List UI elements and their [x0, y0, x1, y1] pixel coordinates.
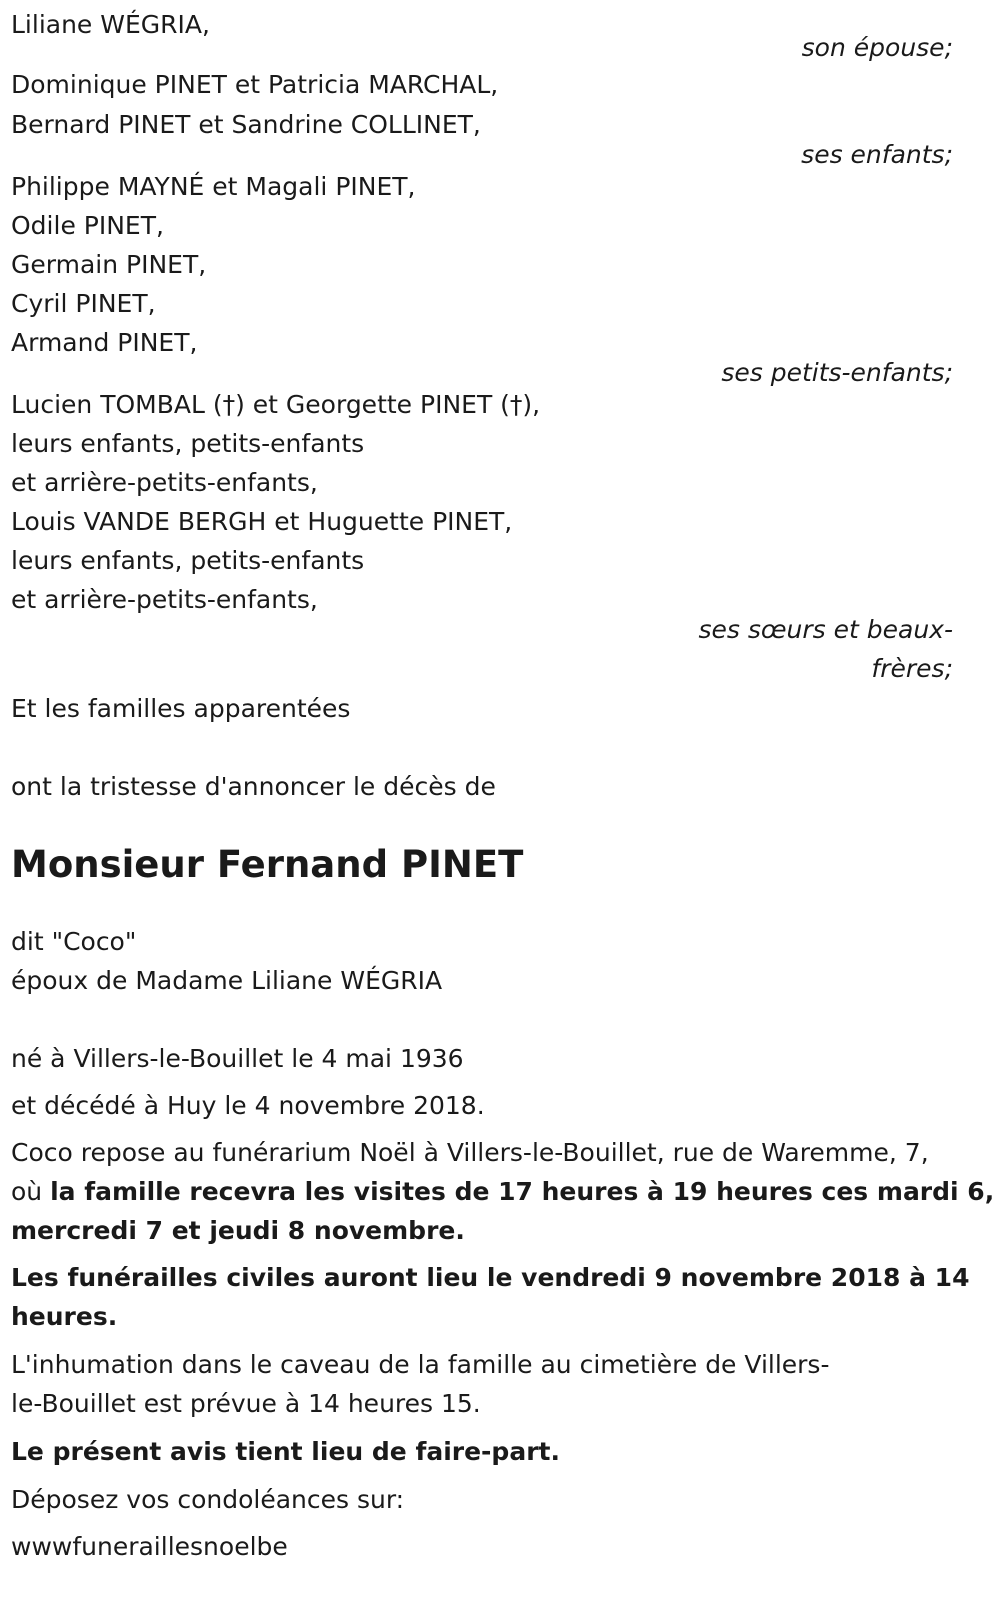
family-name-line: Louis VANDE BERGH et Huguette PINET,	[11, 507, 513, 536]
nickname-line: dit "Coco"	[11, 927, 137, 956]
burial-paragraph	[11, 1345, 997, 1432]
role-label: frères;	[871, 654, 953, 683]
role-label: ses sœurs et beaux-	[698, 615, 953, 644]
funeral-line: Les funérailles civiles auront lieu le vendredi 9 novembre 2018 à 14	[11, 1263, 970, 1292]
obituary-notice	[11, 2, 997, 1567]
family-name-line: Cyril PINET,	[11, 289, 156, 318]
spouse-block	[11, 2, 997, 65]
burial-line: L'inhumation dans le caveau de la famille au cimetière de Villers-	[11, 1350, 830, 1379]
resting-line: Coco repose au funérarium Noël à Villers-le-Bouillet, rue de Waremme, 7,	[11, 1138, 929, 1167]
death-line: et décédé à Huy le 4 novembre 2018.	[11, 1091, 485, 1120]
notice-line: Le présent avis tient lieu de faire-part.	[11, 1437, 560, 1466]
funeral-paragraph	[11, 1258, 997, 1345]
spacer	[11, 1001, 997, 1039]
spacer	[11, 807, 997, 841]
website-link[interactable]: wwwfuneraillesnoelbe	[11, 1532, 288, 1561]
burial-line: le-Bouillet est prévue à 14 heures 15.	[11, 1389, 481, 1418]
family-name-line: Armand PINET,	[11, 328, 198, 357]
resting-line	[11, 1172, 997, 1211]
birth-line: né à Villers-le-Bouillet le 4 mai 1936	[11, 1044, 464, 1073]
resting-prefix: où	[11, 1177, 51, 1206]
spacer	[11, 729, 997, 767]
role-label: ses enfants;	[801, 140, 953, 169]
family-name-line: leurs enfants, petits-enfants	[11, 429, 365, 458]
family-name-line: Odile PINET,	[11, 211, 164, 240]
family-name-line: Dominique PINET et Patricia MARCHAL,	[11, 70, 499, 99]
resting-paragraph	[11, 1133, 997, 1258]
condolences-line: Déposez vos condoléances sur:	[11, 1485, 405, 1514]
spouse-of-line: époux de Madame Liliane WÉGRIA	[11, 966, 443, 995]
grandchildren-block	[11, 167, 997, 387]
family-name-line: Bernard PINET et Sandrine COLLINET,	[11, 110, 481, 139]
family-name-line: et arrière-petits-enfants,	[11, 468, 318, 497]
spacer	[11, 889, 997, 922]
family-name-line: Lucien TOMBAL (†) et Georgette PINET (†),	[11, 390, 541, 419]
family-name-line: et arrière-petits-enfants,	[11, 585, 318, 614]
family-name-line: leurs enfants, petits-enfants	[11, 546, 365, 575]
family-name-line: Liliane WÉGRIA,	[11, 10, 210, 39]
role-label: son épouse;	[801, 33, 953, 62]
funeral-line: heures.	[11, 1302, 118, 1331]
role-label: ses petits-enfants;	[721, 358, 953, 387]
relatives-line: Et les familles apparentées	[11, 694, 351, 723]
visit-hours: la famille recevra les visites de 17 heures à 19 heures ces mardi 6,	[50, 1177, 995, 1206]
siblings-block	[11, 385, 997, 683]
deceased-name: Monsieur Fernand PINET	[11, 843, 524, 886]
announcement-line: ont la tristesse d'annoncer le décès de	[11, 772, 496, 801]
family-name-line: Philippe MAYNÉ et Magali PINET,	[11, 172, 416, 201]
family-name-line: Germain PINET,	[11, 250, 207, 279]
visit-days: mercredi 7 et jeudi 8 novembre.	[11, 1216, 465, 1245]
children-block	[11, 65, 997, 169]
